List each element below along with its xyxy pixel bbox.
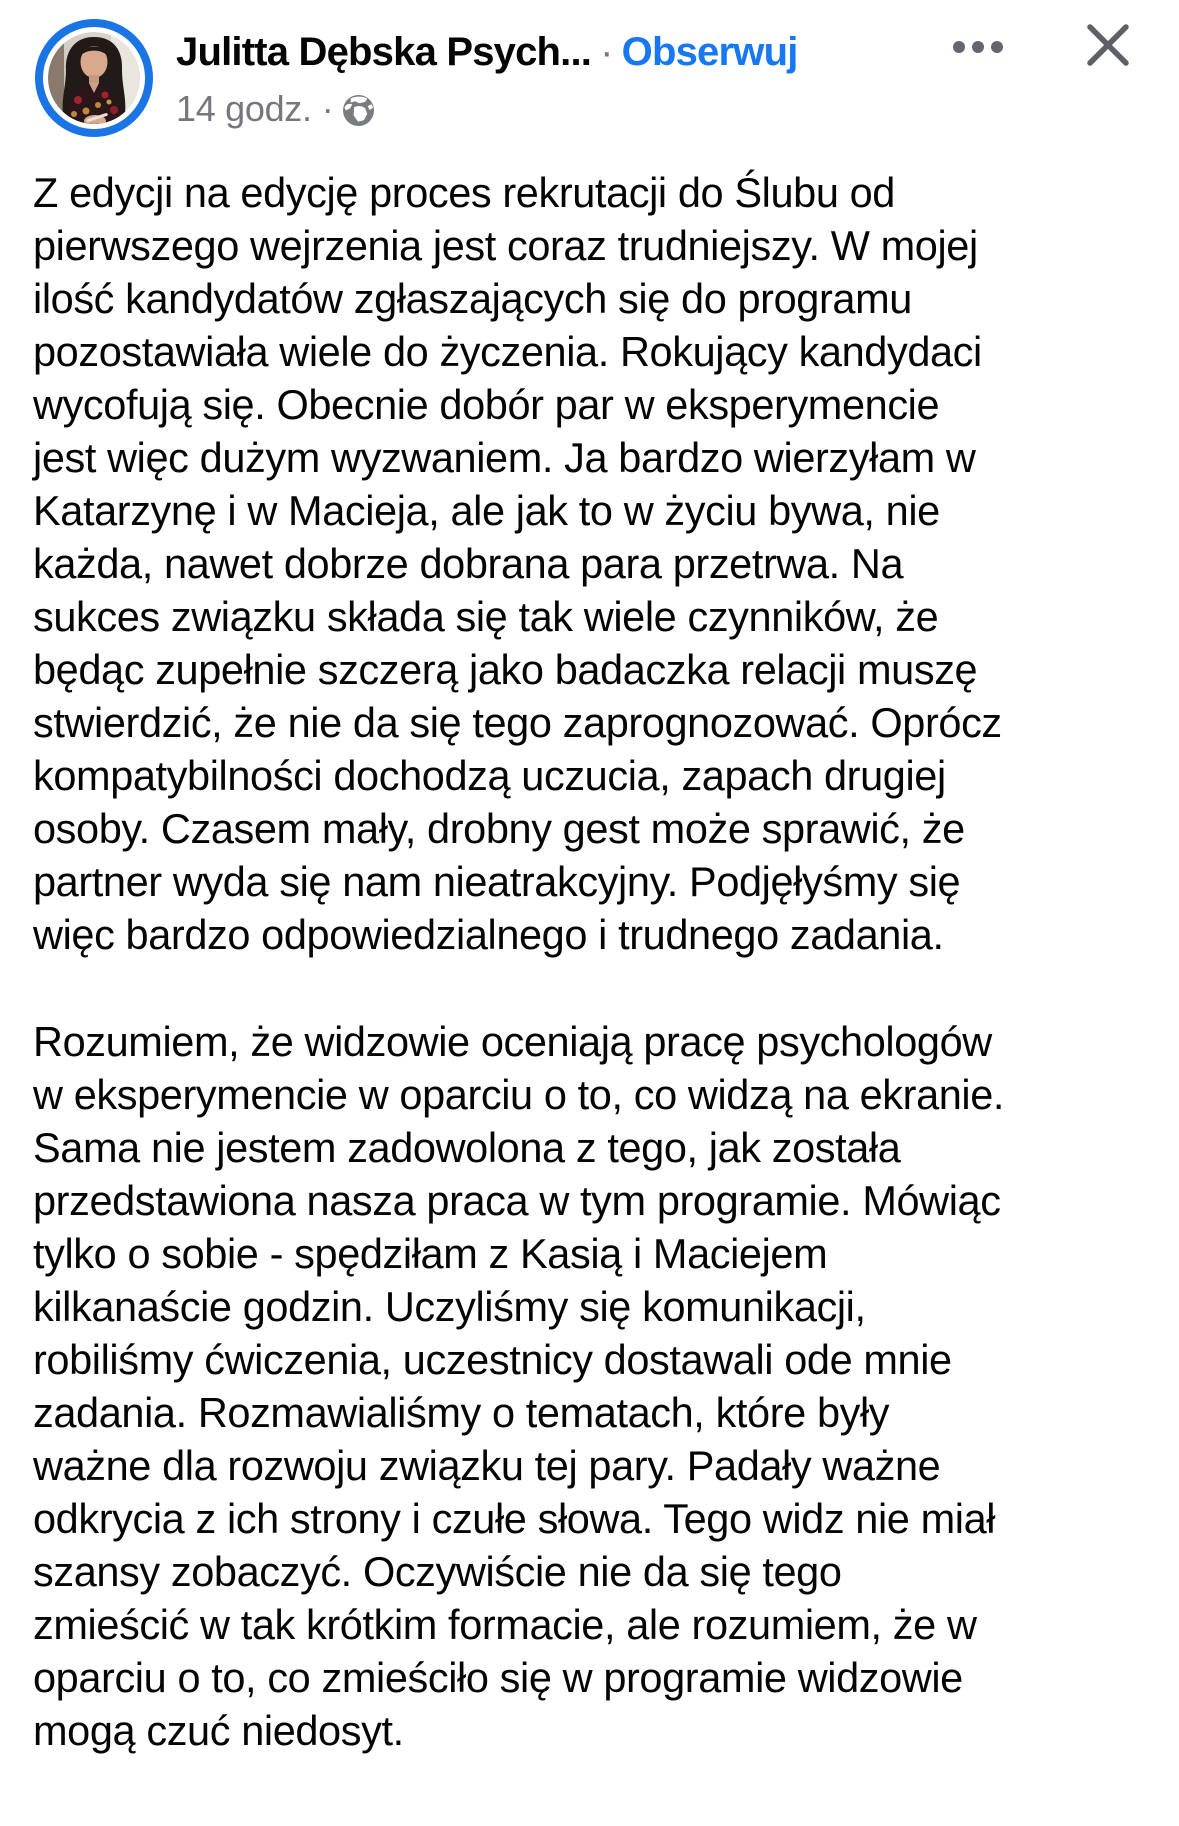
post-text-line: kompatybilności dochodzą uczucia, zapach drugiej: [33, 752, 946, 799]
post-text-line: kilkanaście godzin. Uczyliśmy się komunikacji,: [33, 1283, 866, 1330]
header-info: [176, 19, 798, 129]
post-text-line: zadania. Rozmawialiśmy o tematach, które były: [33, 1389, 890, 1436]
post-text-line: partner wyda się nam nieatrakcyjny. Podjęłyśmy się: [33, 858, 961, 905]
post-text-line: w eksperymencie w oparciu o to, co widzą na ekranie.: [33, 1071, 1005, 1118]
post-text-line: pozostawiała wiele do życzenia. Rokujący kandydaci: [33, 328, 982, 375]
globe-public-icon: [343, 95, 374, 126]
close-button[interactable]: [1086, 23, 1130, 67]
post-paragraph: [33, 1015, 1149, 1757]
meta-separator: ·: [321, 88, 334, 129]
post-text-line: stwierdzić, że nie da się tego zaprognozować. Oprócz: [33, 699, 1002, 746]
name-separator: ·: [600, 30, 613, 74]
avatar-photo-icon: [48, 32, 140, 124]
ellipsis-icon: [952, 40, 1004, 54]
post-text-line: sukces związku składa się tak wiele czynników, że: [33, 593, 939, 640]
name-row: [176, 26, 798, 78]
post-text-line: mogą czuć niedosyt.: [33, 1707, 404, 1754]
post-text-line: wycofują się. Obecnie dobór par w eksperymencie: [33, 381, 940, 428]
post-text-line: osoby. Czasem mały, drobny gest może sprawić, że: [33, 805, 965, 852]
post-text-line: Katarzynę i w Macieja, ale jak to w życiu bywa, nie: [33, 487, 940, 534]
post-text-line: przedstawiona nasza praca w tym programie. Mówiąc: [33, 1177, 1001, 1224]
post-text-line: Sama nie jestem zadowolona z tego, jak została: [33, 1124, 901, 1171]
post-text-line: zmieścić w tak krótkim formacie, ale rozumiem, że w: [33, 1601, 977, 1648]
post-text-line: Z edycji na edycję proces rekrutacji do Ślubu od: [33, 169, 895, 216]
author-name[interactable]: Julitta Dębska Psych...: [176, 30, 592, 74]
post-text-line: ilość kandydatów zgłaszających się do programu: [33, 275, 912, 322]
post-text-line: tylko o sobie - spędziłam z Kasią i Maciejem: [33, 1230, 828, 1277]
more-options-button[interactable]: [952, 39, 1004, 55]
meta-row: [176, 89, 798, 129]
post-text-line: oparciu o to, co zmieściło się w programie widzowie: [33, 1654, 963, 1701]
timestamp: 14 godz.: [176, 88, 312, 129]
close-icon: [1086, 23, 1130, 67]
post-text-line: jest więc dużym wyzwaniem. Ja bardzo wierzyłam w: [33, 434, 976, 481]
avatar[interactable]: [35, 19, 153, 137]
post-text-line: będąc zupełnie szczerą jako badaczka relacji muszę: [33, 646, 978, 693]
post-text-line: odkrycia z ich strony i czułe słowa. Tego widz nie miał: [33, 1495, 996, 1542]
post-header: [0, 0, 1179, 139]
post-text-line: szansy zobaczyć. Oczywiście nie da się tego: [33, 1548, 842, 1595]
post-text-line: Rozumiem, że widzowie oceniają pracę psychologów: [33, 1018, 992, 1065]
post-text: [33, 166, 1149, 1757]
follow-button[interactable]: Obserwuj: [621, 30, 798, 74]
post-paragraph: [33, 166, 1149, 961]
post-text-line: ważne dla rozwoju związku tej pary. Padały ważne: [33, 1442, 941, 1489]
post-text-line: każda, nawet dobrze dobrana para przetrwa. Na: [33, 540, 904, 587]
post-text-line: robiliśmy ćwiczenia, uczestnicy dostawali ode mnie: [33, 1336, 952, 1383]
post-text-line: więc bardzo odpowiedzialnego i trudnego zadania.: [33, 911, 944, 958]
post-text-line: pierwszego wejrzenia jest coraz trudniejszy. W mojej: [33, 222, 978, 269]
